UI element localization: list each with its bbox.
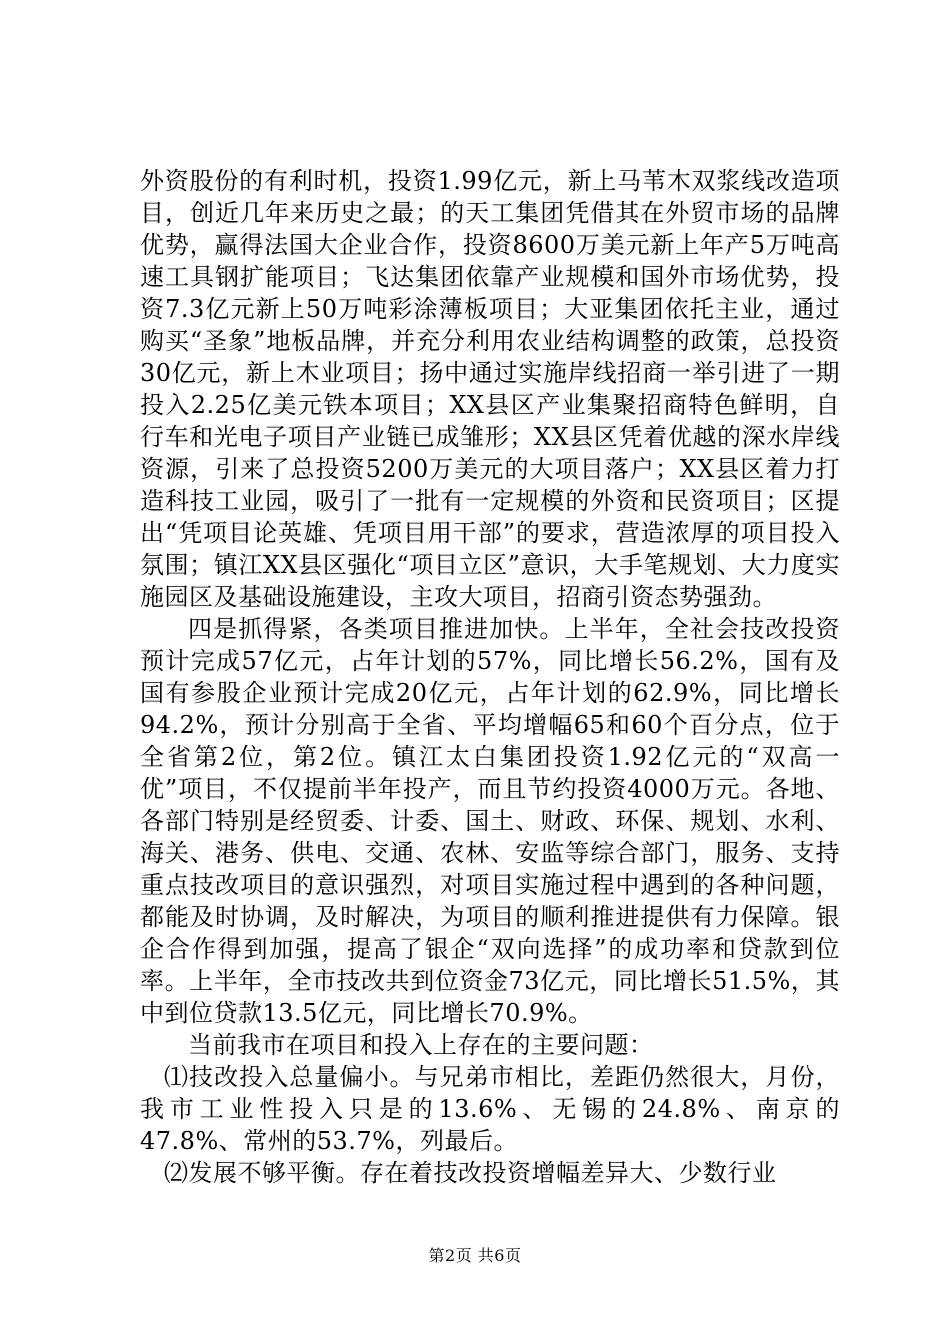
paragraph-problems-heading: 当前我市在项目和投入上存在的主要问题： — [188, 1031, 654, 1059]
paragraph-project-progress: 四是抓得紧，各类项目推进加快。上半年，全社会技改投资预计完成57亿元，占年计划的57%，同比增长56.2%，国有及国有参股企业预计完成20亿元，占年计划的62.9%，同比增长94.2%，预计分别高于全省、平均增幅65和60个百分点，位于全省第2位，第2位。镇江太白集团投资1.92亿元的“双高一优”项目，不仅提前半年投产，而且节约投资4000万元。各地、各部门特别是经贸委、计委、国土、财政、环保、规划、水利、海关、港务、供电、交通、农林、安监等综合部门，服务、支持重点技改项目的意识强烈，对项目实施过程中遇到的各种问题，都能及时协调，及时解决，为项目的顺利推进提供有力保障。银企合作得到加强，提高了银企“双向选择”的成功率和贷款到位率。上半年，全市技改共到位资金73亿元，同比增长51.5%，其中到位贷款13.5亿元，同比增长70.9%。 — [140, 615, 840, 1027]
paragraph-problem-1: ⑴技改投入总量偏小。与兄弟市相比，差距仍然很大，月份，我市工业性投入只是的13.6%、无锡的24.8%、南京的47.8%、常州的53.7%，列最后。 — [140, 1063, 840, 1155]
paragraph-continuation: 外资股份的有利时机，投资1.99亿元，新上马苇木双浆线改造项目，创近几年来历史之最；的天工集团凭借其在外贸市场的品牌优势，赢得法国大企业合作，投资8600万美元新上年产5万吨高速工具钢扩能项目；飞达集团依靠产业规模和国外市场优势，投资7.3亿元新上50万吨彩涂薄板项目；大亚集团依托主业，通过购买“圣象”地板品牌，并充分利用农业结构调整的政策，总投资30亿元，新上木业项目；扬中通过实施岸线招商一举引进了一期投入2.25亿美元铁本项目；XX县区产业集聚招商特色鲜明，自行车和光电子项目产业链已成雏形；XX县区凭着优越的深水岸线资源，引来了总投资5200万美元的大项目落户；XX县区着力打造科技工业园，吸引了一批有一定规模的外资和民资项目；区提出“凭项目论英雄、凭项目用干部”的要求，营造浓厚的项目投入氛围；镇江XX县区强化“项目立区”意识，大手笔规划、大力度实施园区及基础设施建设，主攻大项目，招商引资态势强劲。 — [140, 167, 840, 611]
page-number-footer: 第2页 共6页 — [428, 1246, 522, 1265]
paragraph-problem-2: ⑵发展不够平衡。存在着技改投资增幅差异大、少数行业 — [164, 1159, 777, 1187]
document-body — [140, 165, 840, 1189]
